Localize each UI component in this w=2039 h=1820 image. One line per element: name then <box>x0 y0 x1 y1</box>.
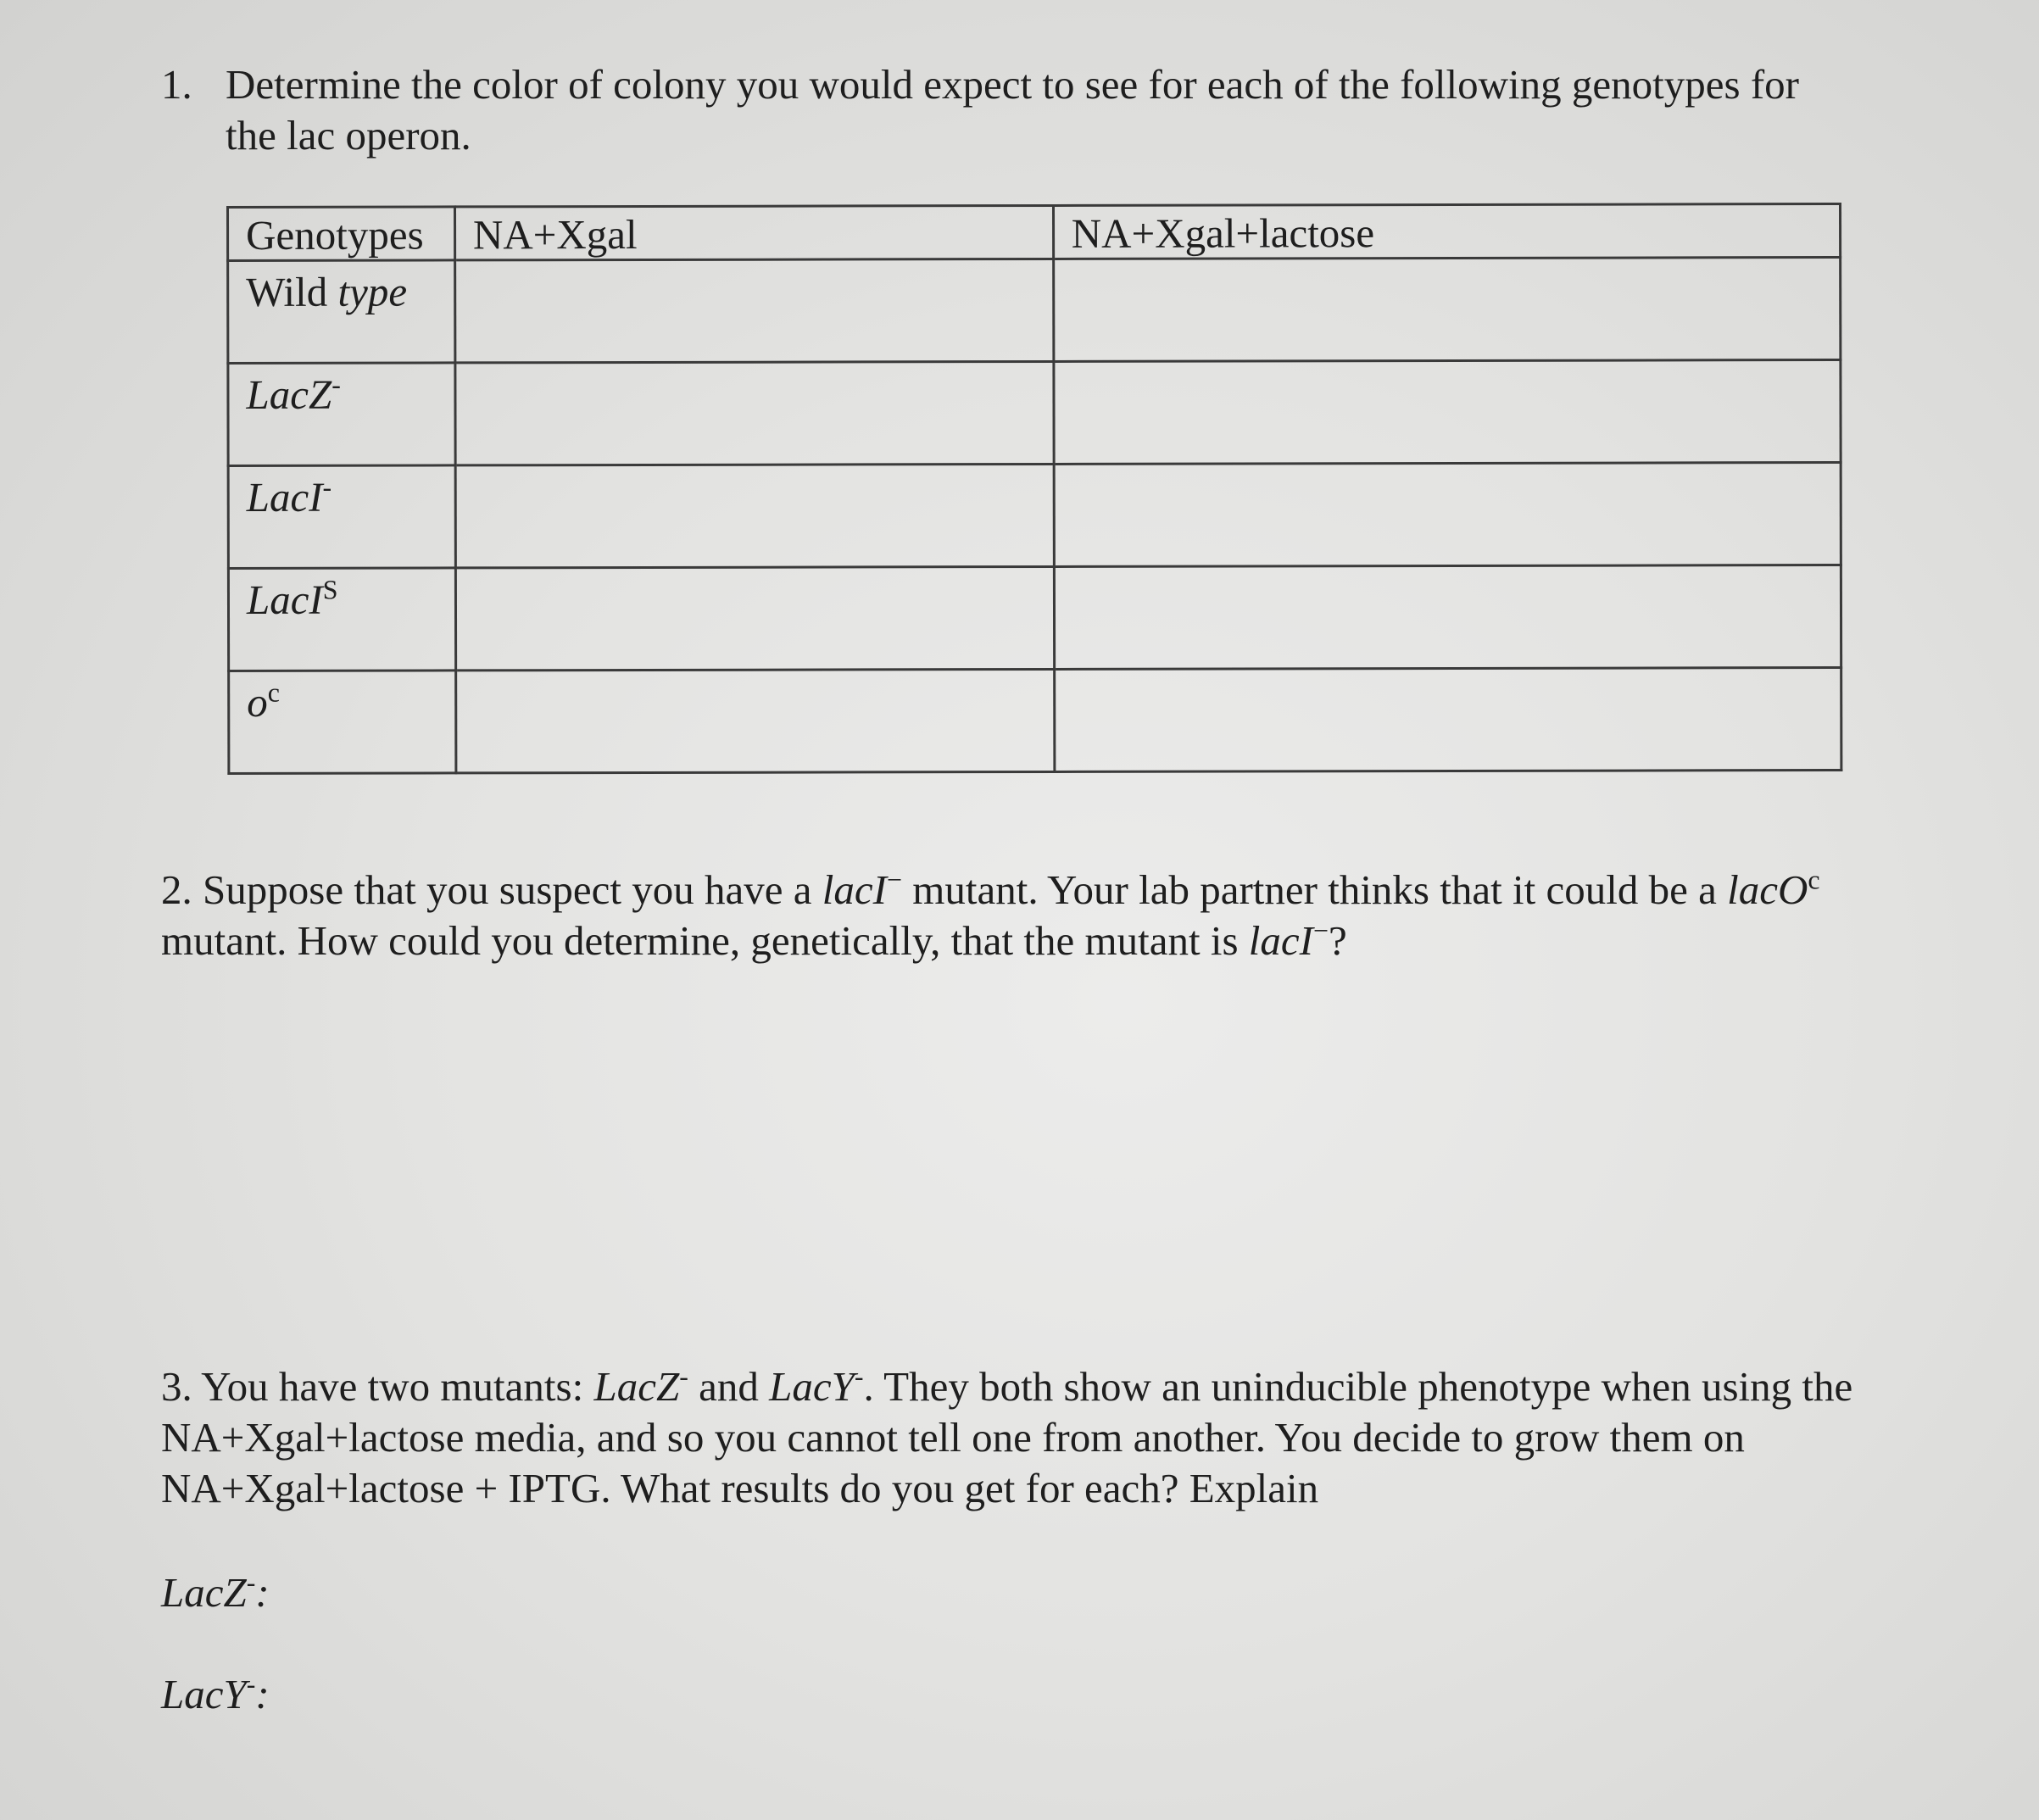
genotype-label-italic: o <box>247 678 268 726</box>
question-2-text-d: ? <box>1329 917 1347 964</box>
answer-cell-na-xgal[interactable] <box>455 566 1054 670</box>
answer-cell-na-xgal-lactose[interactable] <box>1054 360 1841 465</box>
genotype-superscript: S <box>322 574 338 605</box>
genotype-label-italic: LacI <box>246 473 323 520</box>
gene-superscript: - <box>246 1567 256 1598</box>
question-2-text-a: 2. Suppose that you suspect you have a <box>161 866 822 913</box>
question-1-text: Determine the color of colony you would expect to see for each of the following genotypes for the lac operon. <box>226 61 1799 159</box>
gene-lacy: LacY <box>769 1363 855 1410</box>
genotype-cell-laci-s <box>228 568 455 671</box>
answer-cell-na-xgal-lactose[interactable] <box>1054 668 1841 772</box>
gene-superscript: c <box>1808 864 1820 895</box>
answer-label-lacz <box>161 1568 270 1617</box>
answer-cell-na-xgal[interactable] <box>455 464 1054 567</box>
header-na-xgal-lactose: NA+Xgal+lactose <box>1053 204 1840 259</box>
answer-cell-na-xgal-lactose[interactable] <box>1053 258 1841 362</box>
genotype-label-italic: LacI <box>246 576 323 623</box>
question-2-text-c: mutant. How could you determine, genetically, that the mutant is <box>161 917 1249 964</box>
answer-cell-na-xgal[interactable] <box>456 669 1055 772</box>
gene-superscript: - <box>854 1361 864 1392</box>
genotype-label-italic: LacZ <box>246 370 332 418</box>
genotype-superscript: c <box>267 676 280 708</box>
question-2-text-b: mutant. Your lab partner thinks that it could be a <box>902 866 1728 913</box>
gene-superscript: - <box>246 1668 256 1700</box>
question-3-text-b: and <box>688 1363 770 1410</box>
answer-gene-lacz: LacZ <box>161 1569 247 1616</box>
table-row <box>228 565 1841 671</box>
genotype-superscript: - <box>331 369 341 400</box>
gene-lacz: LacZ <box>593 1363 680 1410</box>
gene-superscript: − <box>1312 915 1329 946</box>
answer-label-lacy <box>161 1670 270 1718</box>
question-3-text-a: 3. You have two mutants: <box>161 1363 594 1410</box>
genotype-label: Wild <box>246 268 328 315</box>
header-genotypes: Genotypes <box>228 207 455 261</box>
genotype-cell-lacz <box>228 363 455 466</box>
answer-cell-na-xgal[interactable] <box>454 259 1053 362</box>
table-row <box>228 360 1841 466</box>
question-1-number: 1. <box>161 61 192 108</box>
genotype-table <box>226 203 1842 775</box>
gene-superscript: - <box>679 1361 688 1392</box>
genotype-cell-oc <box>229 671 456 774</box>
genotype-cell-wild-type <box>228 260 455 364</box>
gene-laci: lacI <box>1248 917 1313 964</box>
genotype-label-italic: type <box>337 268 408 315</box>
answer-cell-na-xgal-lactose[interactable] <box>1054 565 1841 670</box>
table-row <box>228 258 1841 364</box>
gene-laco: lacO <box>1727 866 1808 913</box>
answer-gene-lacy: LacY <box>161 1671 247 1717</box>
answer-cell-na-xgal-lactose[interactable] <box>1054 463 1841 567</box>
question-1 <box>161 59 1857 161</box>
genotype-cell-laci-minus <box>228 465 455 569</box>
question-3-text-c: . They both show an uninducible phenotype when using the NA+Xgal+lactose media, and so you cannot tell one from another. You decide to grow them on NA+Xgal+lactose + IPTG. What results do you get for each? Explain <box>161 1363 1853 1511</box>
table-header-row <box>228 204 1841 261</box>
question-2 <box>161 865 1865 966</box>
question-3 <box>161 1361 1865 1514</box>
answer-colon: : <box>255 1671 270 1717</box>
gene-superscript: − <box>886 864 903 895</box>
gene-laci: lacI <box>822 866 887 913</box>
genotype-superscript: - <box>322 471 332 503</box>
answer-colon: : <box>255 1569 270 1616</box>
answer-cell-na-xgal[interactable] <box>455 361 1054 465</box>
table-row <box>228 463 1841 569</box>
header-na-xgal: NA+Xgal <box>454 205 1053 259</box>
table-row <box>229 668 1841 774</box>
